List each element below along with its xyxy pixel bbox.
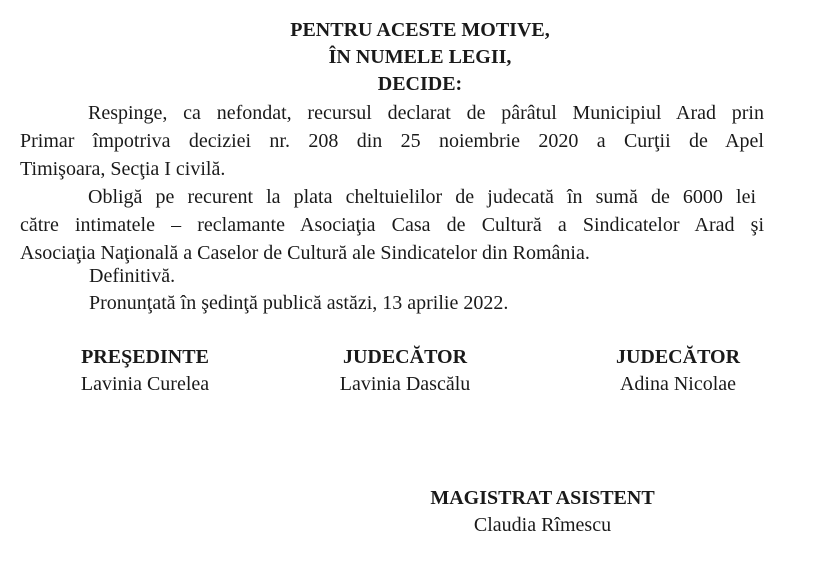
- judge2-name: Adina Nicolae: [619, 373, 737, 395]
- judge1-title: JUDECĂTOR: [342, 346, 468, 368]
- judge1-name: Lavinia Dascălu: [339, 373, 471, 395]
- president-name: Lavinia Curelea: [80, 373, 210, 395]
- heading-line-2: ÎN NUMELE LEGII,: [328, 46, 512, 68]
- paragraph-1-line-1: Respinge, ca nefondat, recursul declarat de pârâtul Municipiul Arad prin: [88, 102, 764, 124]
- paragraph-2-line-1: Obligă pe recurent la plata cheltuielilor de judecată în sumă de 6000 lei: [88, 186, 756, 208]
- president-title: PREŞEDINTE: [81, 346, 209, 368]
- assistant-title: MAGISTRAT ASISTENT: [430, 487, 655, 509]
- paragraph-2-line-2: către intimatele – reclamante Asociaţia Casa de Cultură a Sindicatelor Arad şi: [20, 214, 764, 236]
- pronounced-text: Pronunţată în şedinţă publică astăzi, 13 aprilie 2022.: [89, 292, 509, 314]
- judge2-title: JUDECĂTOR: [615, 346, 741, 368]
- paragraph-2-line-3: Asociaţia Naţională a Caselor de Cultură ale Sindicatelor din România.: [20, 242, 590, 264]
- paragraph-1-line-2: Primar împotriva deciziei nr. 208 din 25 noiembrie 2020 a Curţii de Apel: [20, 130, 764, 152]
- paragraph-1-line-3: Timişoara, Secţia I civilă.: [20, 158, 226, 180]
- assistant-name: Claudia Rîmescu: [473, 514, 612, 536]
- heading-line-1: PENTRU ACESTE MOTIVE,: [290, 19, 550, 41]
- definitive-text: Definitivă.: [89, 265, 176, 287]
- heading-line-3: DECIDE:: [377, 73, 463, 95]
